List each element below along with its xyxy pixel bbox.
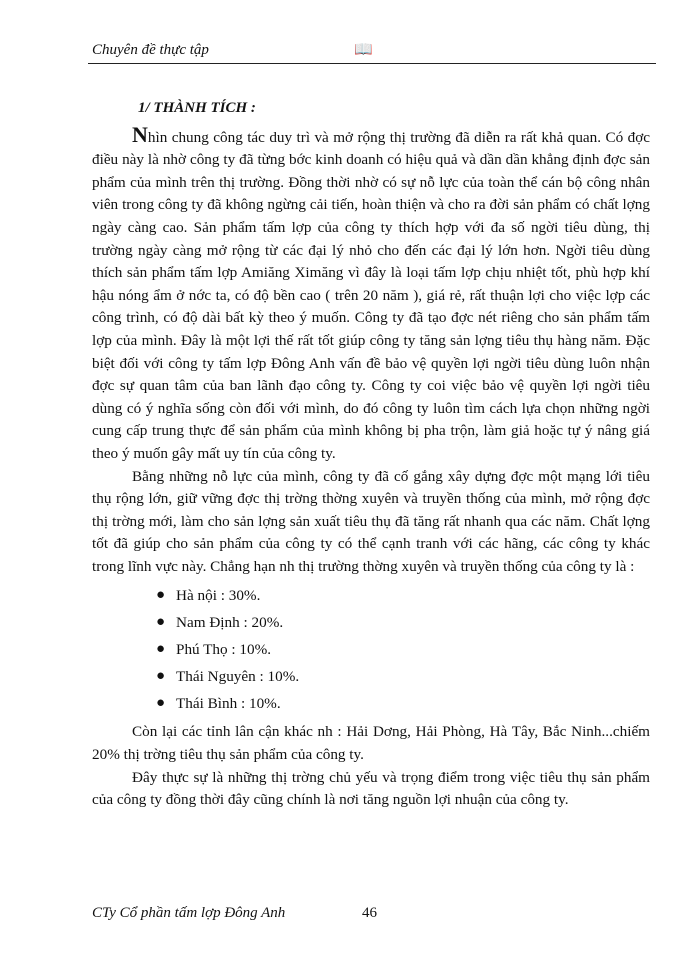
market-label: Hà nội : 30%. — [176, 587, 261, 605]
market-label: Thái Bình : 10%. — [176, 695, 281, 713]
drop-cap: N — [132, 121, 148, 147]
market-list — [92, 582, 650, 717]
paragraph-4: Đây thực sự là những thị trờng chủ yếu và trọng điểm trong việc tiêu thụ sản phẩm của công ty đồng thời đây cũng chính là nơi tăng nguồn lợi nhuận của công ty. — [92, 768, 650, 809]
market-label: Nam Định : 20%. — [176, 614, 284, 632]
page-number: 46 — [362, 905, 377, 921]
list-item — [92, 663, 650, 690]
section-title: 1/ THÀNH TÍCH : — [138, 100, 256, 116]
footer-company: CTy Cổ phần tấm lợp Đông Anh — [92, 905, 286, 921]
paragraph-1 — [92, 121, 650, 466]
list-item — [92, 690, 650, 717]
paragraph-2: Bằng những nỗ lực của mình, công ty đã cố gắng xây dựng đợc một mạng lới tiêu thụ rộng lớn, giữ vững đợc thị trờng thờng xuyên và truyền thống của mình, mở rộng đợc thị trờng mới, làm cho sản lợng sản xuất tiêu thụ đã tăng rất nhanh qua các năm. Chất lợng tốt đã giúp cho sản phẩm của công ty có thể cạnh tranh với các hãng, các công ty khác trong lĩnh vực này. Chẳng hạn nh thị trường thờng xuyên và truyền thống của công ty là : — [92, 467, 650, 575]
list-item — [92, 582, 650, 609]
list-item — [92, 609, 650, 636]
bullet-icon: ● — [156, 695, 166, 712]
bullet-icon: ● — [156, 614, 166, 631]
header-divider — [88, 63, 656, 64]
bullet-icon: ● — [156, 641, 166, 658]
paragraph-1-text: hìn chung công tác duy trì và mở rộng thị trường đã diễn ra rất khả quan. Có đợc điều này là nhờ công ty đã từng bớc kinh doanh có hiệu quả và dần dần khẳng định đợc sản phẩm của mình trên thị trường. Đồng thời nhờ có sự nỗ lực của toàn thể cán bộ công nhân viên trong công ty đã không ngừng cải tiến, hoàn thiện và cho ra đời sản phẩm có chất lợng ngày càng cao. Sản phẩm tấm lợp của công ty thích hợp với đa số ngời tiêu dùng, thị trường ngày càng mở rộng từ các đại lý nhỏ cho đến các đại lý lớn hơn. Ngời tiêu dùng thích sản phẩm tấm lợp Amiăng Ximăng vì đây là loại tấm lợp chịu nhiệt tốt, phù hợp khí hậu nóng ẩm ở nớc ta, có độ bền cao ( trên 20 năm ), giá rẻ, rất thuận lợi cho việc lợp các công trình, có độ dài bất kỳ theo ý muốn. Công ty đã tạo đợc nét riêng cho sản phẩm tấm lợp của mình. Đây là một lợi thế rất tốt giúp công ty tăng sản lợng tiêu thụ hàng năm. Đặc biệt đối với công ty tấm lợp Đông Anh vấn đề bảo vệ quyền lợi ngời tiêu dùng luôn nhận đợc sự quan tâm của ban lãnh đạo công ty. Công ty coi việc bảo vệ quyền lợi ngời tiêu dùng có ý nghĩa sống còn đối với mình, do đó công ty luôn tìm cách lựa chọn những ngời cung cấp trung thực để sản phẩm của mình không bị pha trộn, làm giả hoặc tự ý nâng giá theo ý muốn gây mất uy tín của công ty. — [92, 128, 650, 462]
bullet-icon: ● — [156, 587, 166, 604]
market-label: Phú Thọ : 10%. — [176, 641, 272, 659]
bullet-icon: ● — [156, 668, 166, 685]
paragraph-3: Còn lại các tỉnh lân cận khác nh : Hải Dơng, Hải Phòng, Hà Tây, Bắc Ninh...chiếm 20% thị trờng tiêu thụ sản phẩm của công ty. — [92, 723, 650, 764]
market-label: Thái Nguyên : 10%. — [176, 668, 300, 686]
list-item — [92, 636, 650, 663]
header-title: Chuyên đề thực tập — [92, 42, 209, 58]
book-icon: 📖 — [354, 42, 373, 58]
document-body — [92, 97, 650, 812]
